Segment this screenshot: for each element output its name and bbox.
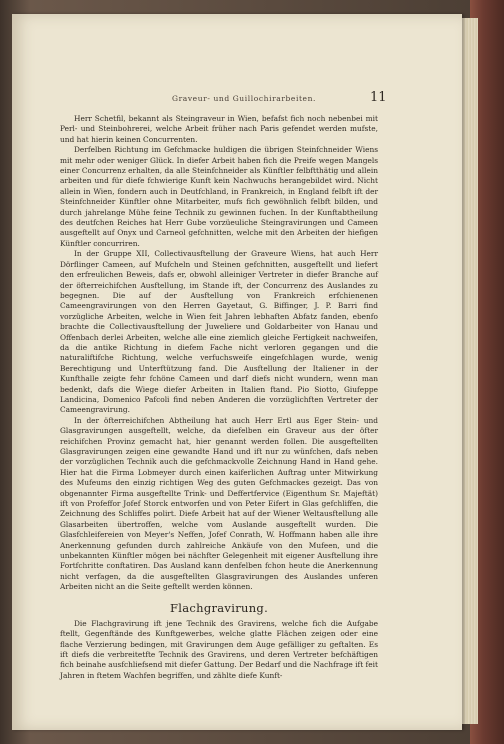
- page-number: 11: [370, 90, 387, 105]
- running-title: Graveur- und Guillochirarbeiten.: [172, 94, 317, 103]
- page-body: [60, 114, 378, 681]
- section-heading: Flachgravirung.: [169, 600, 269, 615]
- section-paragraph: Die Flachgravirung ift jene Technik des Gravirens, welche fich die Aufgabe ftellt, Gegenftände des Kunftgewerbes, welche glatte Flächen zeigen oder eine flache Verzierung bedingen, mit Gravirungen dem Auge gefälliger zu geftalten. Es ift diefs die verbreitetfte Technik des Gravirens, und deren Vertreter befchäftigen fich beinahe ausfchliefsend mit diefer Gattung. Der Bedarf und die Nachfrage ift feit Jahren in ftetem Wachfen begriffen, und zählte diefe Kunft-: [60, 618, 379, 680]
- paragraph-1: Herr Schetfil, bekannt als Steingraveur in Wien, befafst fich noch nebenbei mit Perl- und Steinbohrerei, welche Arbeit früher nach Paris gefendet werden mufste, und hat hierin keinen Concurrenten.: [60, 114, 378, 144]
- paragraph-2: Derfelben Richtung im Gefchmacke huldigen die übrigen Steinfchneider Wiens mit mehr oder weniger Glück. In diefer Arbeit haben fich die Preife wegen Mangels einer Concurrenz erhalten, da alle Steinfchneider als Künftler felbftthätig und allein arbeiten und für diefe fchwierige Kunft kein Nachwuchs herangebildet wird. Nicht allein in Wien, fondern auch in Deutfchland, in Frankreich, in England felbft ift der Steinfchneider Künftler ohne Mitarbeiter, mufs fich gewöhnlich felbft bilden, und durch jahrelange Mühe feine Technik zu gewinnen fuchen. In der Kunftabtheilung des deutfchen Reiches hat Herr Gube vorzüeuliche Steingravirungen und Cameen ausgeftellt auf Onyx und Carneol gefchnitten, welche mit den Arbeiten der hiefigen Künftler concurriren.: [60, 145, 378, 248]
- page-header: [12, 90, 462, 110]
- book-page: [12, 14, 462, 730]
- paragraph-3: In der Gruppe XII, Collectivausftellung der Graveure Wiens, hat auch Herr Dörflinger Cameen, auf Mufcheln und Steinen gefchnitten, ausgeftellt und liefert den erfreulichen Beweis, dafs er, obwohl alleiniger Vertreter in diefer Branche auf der öfterreichifchen Ausftellung, im Stande ift, der Concurrenz des Auslandes zu begegnen. Die auf der Ausftellung von Frankreich erfchienenen Cameengravirungen von den Herren Gayetaut, G. Biffinger, J. P. Barri find vorzügliche Arbeiten, welche in Wien feit Jahren lebhaften Abfatz fanden, ebenfo brachte die Collectivausftellung der Juweliere und Goldarbeiter von Hanau und Offenbach derlei Arbeiten, welche alle eine ziemlich gleiche Fertigkeit nachweifen, da die antike Richtung in diefem Fache nicht verloren gegangen und die naturaliftifche Richtung, welche verfuchsweife eingefchlagen wurde, wenig Berechtigung und Unterftützung fand. Die Ausftellung der Italiener in der Kunfthalle zeigte fehr fchöne Cameen und darf diefs nicht wundern, wenn man bedenkt, dafs die Wiege diefer Arbeiten in Italien ftand. Pio Siotto, Giufeppe Landicina, Domenico Pafcoli find neben Anderen die vorzüglichften Vertreter der Cameengravirung.: [60, 249, 378, 415]
- paragraph-4: In der öfterreichifchen Abtheilung hat auch Herr Ertl aus Eger Stein- und Glasgravirungen ausgeftellt, welche, da diefelben ein Graveur aus der öfter reichifchen Provinz gemacht hat, hier genannt werden follen. Die ausgeftellten Glasgravirungen zeigen eine gewandte Hand und ift nur zu wünfchen, dafs neben der vorzüglichen Technik auch die gefchmackvolle Zeichnung Hand in Hand gehe. Hier hat die Firma Lobmeyer durch einen kaiferlichen Auftrag unter Mitwirkung des Mufeums den einzig richtigen Weg des guten Gefchmackes gezeigt. Das von obgenannter Firma ausgeftellte Trink- und Deffertfervice (Eigenthum Sr. Majeftät) ift von Profeffor Jofef Storck entworfen und von Peter Eifert in Glas gefchliffen, die Zeichnung des Schliffes polirt. Diefe Arbeit hat auf der Wiener Weltausftellung alle Glasarbeiten übertroffen, welche vom Auslande ausgeftellt wurden. Die Glasfchleifereien von Meyer's Neffen, Jofef Conrath, W. Hoffmann haben alle ihre Anerkennung gefunden durch zahlreiche Ankäufe von den Mufeen, und die unbekannten Künftler mögen bei nächfter Gelegenheit mit eigener Ausftellung ihre Fortfchritte conftatiren. Das Ausland kann denfelben fchon heute die Anerkennung nicht verfagen, da die ausgeftellten Glasgravirungen des Auslandes unferen Arbeiten nicht an die Seite geftellt werden können.: [60, 415, 378, 592]
